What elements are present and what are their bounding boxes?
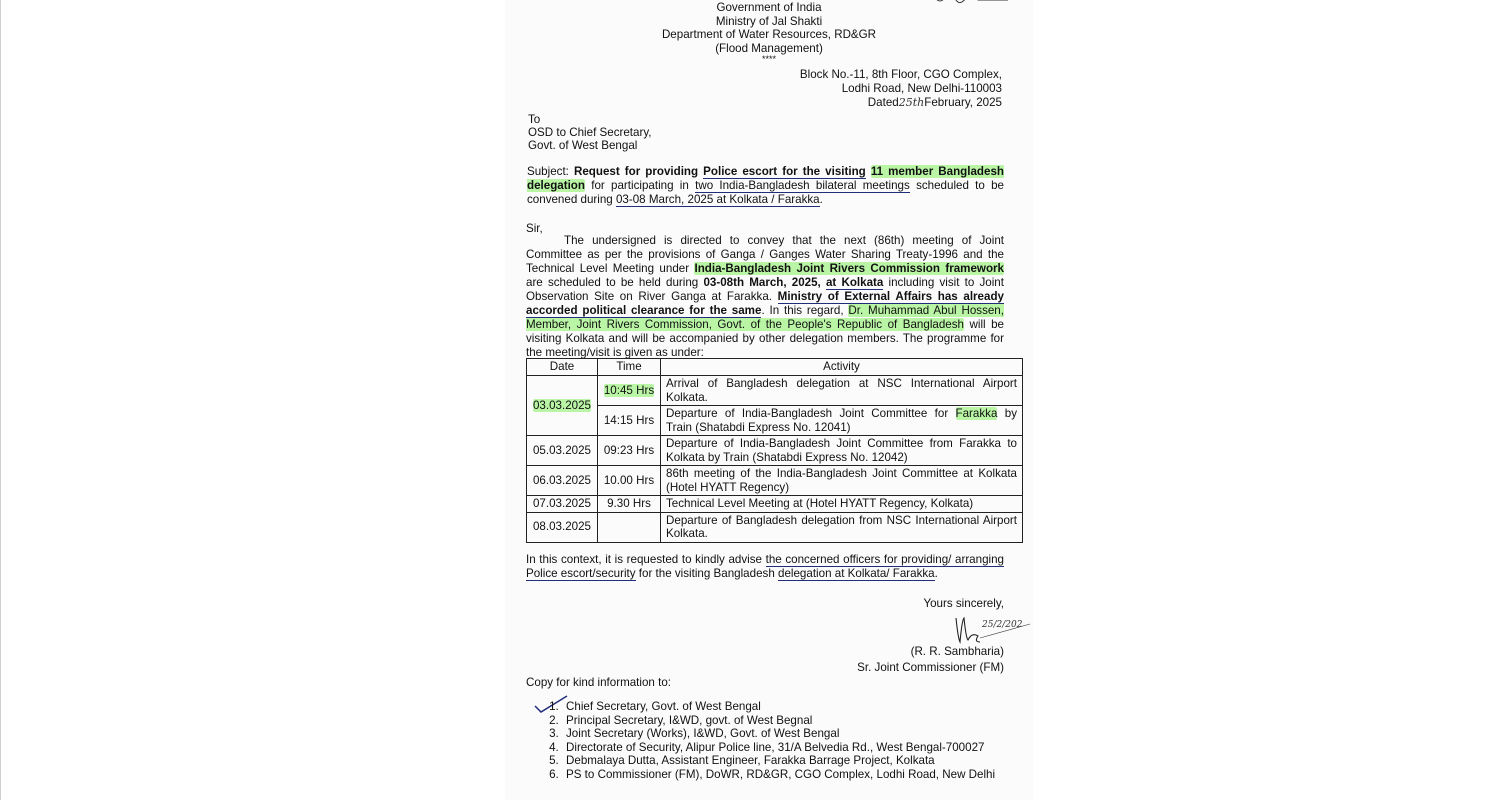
yours-sincerely: Yours sincerely,	[923, 597, 1004, 610]
cell-time	[598, 512, 661, 542]
address-line-2: Lodhi Road, New Delhi-110003	[841, 82, 1002, 95]
body-mea-clearance: Ministry of External Affairs has already accorded political clearance for the same	[526, 290, 1004, 317]
cell-activity	[661, 406, 1023, 436]
cell-activity: 86th meeting of the India-Bangladesh Joint Committee at Kolkata (Hotel HYATT Regency)	[661, 466, 1023, 496]
cell-date: 06.03.2025	[527, 466, 598, 496]
body-intro: The undersigned is directed to convey that the next (86th) meeting of Joint Committee as per the provisions of Ganga / Ganges Water Sharing Treaty-1996 and the Technical Level Meeting under	[526, 234, 1004, 275]
list-item: 6. PS to Commissioner (FM), DoWR, RD&GR, CGO Complex, Lodhi Road, New Delhi	[562, 768, 995, 782]
letterhead-department: Department of Water Resources, RD&GR	[661, 28, 877, 42]
cell-activity: Technical Level Meeting at (Hotel HYATT Regency, Kolkata)	[661, 496, 1023, 513]
recipient-line-1: OSD to Chief Secretary,	[528, 126, 652, 139]
cell-date	[527, 376, 598, 436]
subject-label: Subject:	[527, 165, 569, 178]
list-item: 4. Directorate of Security, Alipur Police line, 31/A Belvedia Rd., West Bengal-700027	[562, 741, 995, 755]
body-dates: 03-08th March, 2025,	[703, 276, 821, 289]
activity-farakka-highlight: Farakka	[955, 407, 998, 420]
closing-visiting: for the visiting Bangladesh	[638, 567, 775, 580]
programme-table	[526, 358, 1023, 543]
subject-participating: for participating in	[591, 179, 689, 192]
copy-list	[534, 700, 995, 782]
dated-handwritten: 25th	[898, 96, 925, 109]
address-line-1: Block No.-11, 8th Floor, CGO Complex,	[799, 68, 1002, 81]
letterhead-government: Government of India	[716, 1, 822, 14]
cell-time	[598, 376, 661, 406]
recipient-to: To	[528, 113, 541, 126]
body-at-kolkata: at Kolkata	[825, 276, 884, 289]
cell-time: 14:15 Hrs	[598, 406, 661, 436]
time-value: 10:45 Hrs	[603, 383, 655, 397]
salutation: Sir,	[526, 222, 543, 235]
dated-line	[868, 96, 1002, 110]
closing-period: .	[934, 567, 938, 580]
closing-intro: In this context, it is requested to kindly advise	[526, 553, 762, 566]
cell-date: 08.03.2025	[527, 512, 598, 542]
table-row	[527, 436, 1023, 466]
body-jrc-framework: India-Bangladesh Joint Rivers Commission framework	[694, 262, 1004, 275]
subject-paragraph	[527, 165, 1004, 207]
viewer-left-edge	[0, 0, 1, 800]
activity-text: by Train (Shatabdi Express No. 12041)	[666, 407, 1018, 434]
table-row	[527, 466, 1023, 496]
dated-prefix: Dated	[867, 96, 899, 109]
cell-time: 09:23 Hrs	[598, 436, 661, 466]
letterhead	[506, 0, 1032, 63]
closing-request: the concerned officers for providing/ arranging Police escort/security	[526, 553, 1004, 580]
cell-time: 9.30 Hrs	[598, 496, 661, 513]
cell-activity: Departure of India-Bangladesh Joint Committee from Farakka to Kolkata by Train (Shatabdi Express No. 12042)	[661, 436, 1023, 466]
table-row	[527, 406, 1023, 436]
dated-suffix: February, 2025	[924, 96, 1002, 109]
header-date: Date	[527, 359, 598, 376]
table-row	[527, 376, 1023, 406]
closing-paragraph	[526, 553, 1004, 581]
copy-heading: Copy for kind information to:	[526, 676, 671, 689]
list-item: 5. Debmalaya Dutta, Assistant Engineer, Farakka Barrage Project, Kolkata	[562, 754, 995, 768]
document-page	[506, 0, 1032, 800]
subject-police-escort: Police escort for the visiting	[703, 165, 866, 178]
cell-activity: Arrival of Bangladesh delegation at NSC International Airport Kolkata.	[661, 376, 1023, 406]
cell-activity: Departure of Bangladesh delegation from NSC International Airport Kolkata.	[661, 512, 1023, 542]
closing-location: delegation at Kolkata/ Farakka	[778, 567, 935, 580]
body-paragraph	[526, 234, 1004, 360]
table-row	[527, 512, 1023, 542]
table-row	[527, 496, 1023, 513]
list-item: 2. Principal Secretary, I&WD, govt. of West Begnal	[562, 714, 995, 728]
date-value: 03.03.2025	[532, 398, 592, 412]
subject-period: .	[819, 193, 823, 206]
letterhead-ministry: Ministry of Jal Shakti	[715, 14, 823, 28]
cell-time: 10.00 Hrs	[598, 466, 661, 496]
header-time: Time	[598, 359, 661, 376]
subject-scheduled: scheduled to be convened during	[527, 179, 1004, 206]
cell-date: 07.03.2025	[527, 496, 598, 513]
subject-request: Request for providing	[573, 165, 699, 178]
signatory-name: (R. R. Sambharia)	[910, 645, 1004, 658]
signatory-designation: Sr. Joint Commissioner (FM)	[857, 661, 1004, 674]
list-item: 3. Joint Secretary (Works), I&WD, Govt. of West Bengal	[562, 727, 995, 741]
body-programme-intro: will be visiting Kolkata and will be accompanied by other delegation members. The programme for the meeting/visit is given as under:	[526, 318, 1004, 359]
subject-delegation-highlight: 11 member Bangladesh delegation	[527, 165, 1004, 192]
subject-dates-venue: 03-08 March, 2025 at Kolkata / Farakka	[615, 193, 820, 206]
recipient-line-2: Govt. of West Bengal	[528, 139, 638, 152]
body-delegation-head: Dr. Muhammad Abul Hossen, Member, Joint Rivers Commission, Govt. of the People's Republic of Bangladesh	[526, 304, 1004, 331]
activity-text: Departure of India-Bangladesh Joint Committee for	[666, 407, 949, 420]
cell-date: 05.03.2025	[527, 436, 598, 466]
body-scheduled: are scheduled to be held during	[526, 276, 699, 289]
table-header-row	[527, 359, 1023, 376]
body-site-visit: including visit to Joint Observation Site on River Ganga at Farakka.	[526, 276, 1004, 303]
body-regard: . In this regard,	[761, 304, 844, 317]
header-activity: Activity	[661, 359, 1023, 376]
letterhead-stars: ****	[761, 54, 776, 65]
letterhead-division: (Flood Management)	[715, 41, 823, 55]
subject-meetings: two India-Bangladesh bilateral meetings	[695, 179, 910, 192]
signature-date: 25/2/202	[982, 620, 1023, 630]
list-item: 1. Chief Secretary, Govt. of West Bengal	[562, 700, 995, 714]
